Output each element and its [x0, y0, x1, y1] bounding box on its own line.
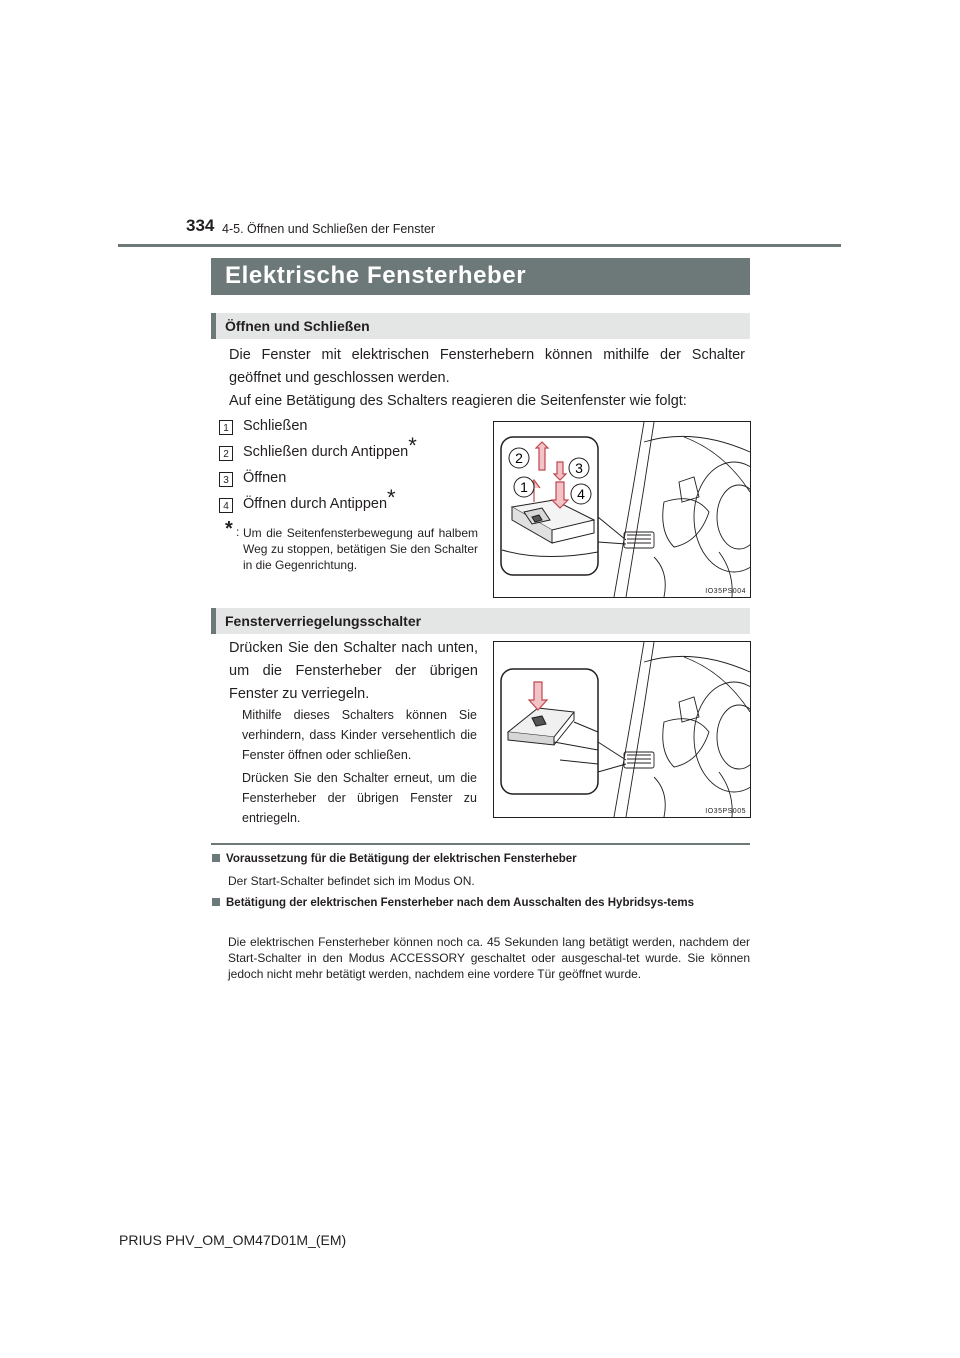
note-body: Der Start-Schalter befindet sich im Modus ON. [228, 874, 475, 888]
window-switch-drawing [494, 422, 750, 597]
illustration-code: IO35PS005 [705, 808, 746, 815]
lock-switch-note-2: Drücken Sie den Schalter erneut, um die Fensterheber der übrigen Fenster zu entriegeln. [242, 771, 477, 825]
note-heading-text: Voraussetzung für die Betätigung der elektrischen Fensterheber [226, 853, 577, 865]
note-marker: * [225, 518, 233, 540]
section-heading: Fensterverriegelungsschalter [225, 613, 422, 629]
step-label: Öffnen [243, 470, 287, 486]
square-bullet-icon [212, 898, 220, 906]
chapter-label: 4-5. Öffnen und Schließen der Fenster [222, 222, 436, 236]
window-switch-illustration [493, 421, 751, 598]
lock-switch-note-1: Mithilfe dieses Schalters können Sie verhindern, dass Kinder versehentlich die Fenster öffnen oder schließen. [242, 708, 477, 762]
note-colon: : [236, 525, 240, 539]
page-title-bar [211, 258, 750, 295]
section-heading-bar [211, 608, 750, 634]
callout-2: 2 [515, 450, 523, 466]
lock-switch-paragraph: Drücken Sie den Schalter nach unten, um die Fensterheber der übrigen Fenster zu verriegeln. [229, 640, 478, 702]
note-body: Die elektrischen Fensterheber können noch ca. 45 Sekunden lang betätigt werden, nachdem der Start-Schalter in den Modus ACCESSORY geschaltet oder ausgeschal-tet wurde. Sie können jedoch nicht mehr betätigt werden, nachdem eine vordere Tür geöffnet wurde. [228, 935, 750, 981]
page-number: 334 [186, 216, 215, 235]
square-bullet-icon [212, 854, 220, 862]
section-heading-bar [211, 313, 750, 339]
step-label: Öffnen durch Antippen [243, 496, 388, 512]
section-heading: Öffnen und Schließen [225, 318, 370, 334]
zoom-inset [501, 437, 626, 575]
zoom-inset [501, 669, 626, 794]
step-label: Schließen [243, 418, 308, 434]
page-title: Elektrische Fensterheber [225, 262, 527, 289]
note-heading [212, 851, 752, 867]
step-number: 2 [219, 446, 233, 461]
note-heading-text: Betätigung der elektrischen Fensterheber nach dem Ausschalten des Hybridsys-tems [226, 897, 695, 909]
illustration-code: IO35PS004 [705, 588, 746, 595]
callout-4: 4 [577, 486, 585, 502]
step-number: 4 [219, 498, 233, 513]
section-rule [211, 843, 750, 845]
footnote-marker: * [408, 433, 417, 458]
callout-1: 1 [520, 479, 528, 495]
intro-paragraph: Die Fenster mit elektrischen Fensterhebern können mithilfe der Schalter geöffnet und geschlossen werden. [229, 347, 745, 386]
step-label: Schließen durch Antippen [243, 444, 409, 460]
lead-paragraph: Auf eine Betätigung des Schalters reagieren die Seitenfenster wie folgt: [229, 393, 687, 409]
footnote-marker: * [387, 485, 396, 510]
footer-doc-id: PRIUS PHV_OM_OM47D01M_(EM) [119, 1232, 347, 1248]
note-heading [212, 895, 752, 911]
header-rule [118, 244, 841, 247]
lock-switch-drawing [494, 642, 750, 817]
step-number: 1 [219, 420, 233, 435]
callout-3: 3 [575, 460, 583, 476]
step-number: 3 [219, 472, 233, 487]
lock-switch-illustration [493, 641, 751, 818]
footnote-text: Um die Seitenfensterbewegung auf halbem Weg zu stoppen, betätigen Sie den Schalter in die Gegenrichtung. [243, 526, 478, 572]
